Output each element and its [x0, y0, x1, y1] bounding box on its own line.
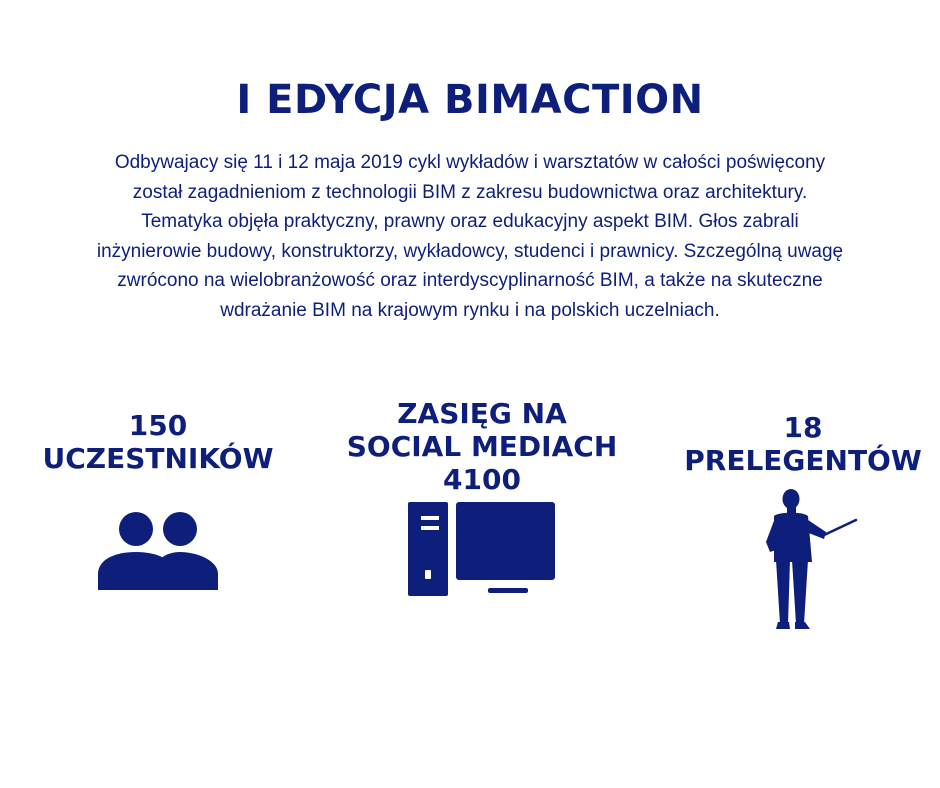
- stat-participants: [18, 409, 298, 475]
- intro-paragraph: Odbywajacy się 11 i 12 maja 2019 cykl wykładów i warsztatów w całości poświęcony został zagadnieniom z technologii BIM z zakresu budownictwa oraz architektury. Tematyka objęła praktyczny, prawny oraz edukacyjny aspekt BIM. Głos zabrali inżynierowie budowy, konstruktorzy, wykładowcy, studenci i prawnicy. Szczególną uwagę zwrócono na wielobranżowość oraz interdyscyplinarność BIM, a także na skuteczne wdrażanie BIM na krajowym rynku i na polskich uczelniach.: [96, 152, 844, 321]
- presenter-icon: [758, 488, 858, 634]
- computer-icon: [408, 502, 556, 598]
- page-title: I EDYCJA BIMACTION: [236, 77, 704, 123]
- stat-speakers: [670, 411, 936, 477]
- stat-participants-count: 150: [128, 409, 188, 442]
- stat-social-line1: ZASIĘG NA: [397, 397, 567, 430]
- stat-social-reach: [322, 397, 642, 496]
- stat-speakers-count: 18: [783, 411, 823, 444]
- stat-speakers-label: PRELEGENTÓW: [684, 444, 922, 477]
- stat-social-line2: SOCIAL MEDIACH: [346, 430, 618, 463]
- users-icon: [96, 508, 220, 590]
- stat-participants-label: UCZESTNIKÓW: [42, 442, 274, 475]
- stat-social-count: 4100: [443, 463, 521, 496]
